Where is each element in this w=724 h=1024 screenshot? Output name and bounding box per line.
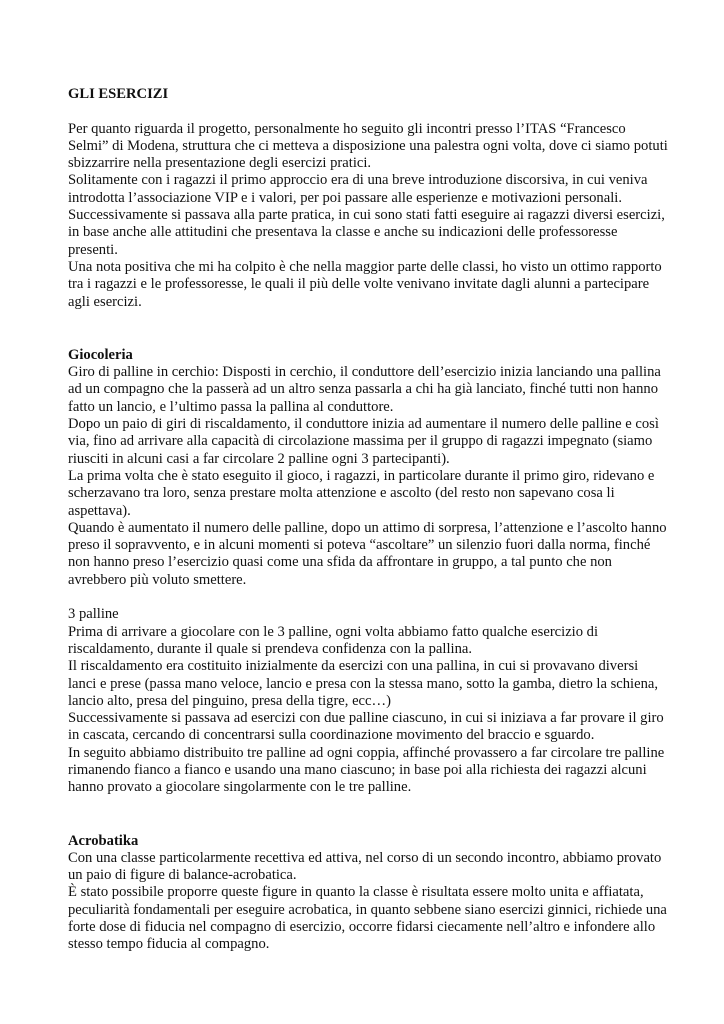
paragraph: Successivamente si passava ad esercizi con due palline ciascuno, in cui si iniziava a far provare il giro in cascata, cercando di concentrarsi sulla coordinazione movimento del braccio e sguardo. xyxy=(68,710,664,744)
paragraph: Dopo un paio di giri di riscaldamento, il conduttore inizia ad aumentare il numero delle palline e così via, fino ad arrivare alla capacità di circolazione massima per il gruppo di ragazzi impegnato (siamo riusciti in alcuni casi a far circolare 2 palline ogni 3 partecipanti). xyxy=(68,416,659,467)
section-title-esercizi: GLI ESERCIZI xyxy=(68,86,169,102)
paragraph: La prima volta che è stato eseguito il gioco, i ragazzi, in particolare durante il primo giro, ridevano e scherzavano tra loro, senza prestare molta attenzione e ascolto (del resto non sapevano cosa li aspettava). xyxy=(68,467,655,519)
paragraph: Quando è aumentato il numero delle palline, dopo un attimo di sorpresa, l’attenzione e l’ascolto hanno preso il sopravvento, e in alcuni momenti si poteva “ascoltare” un silenzio fuori dalla norma, finché non hanno preso l’esercizio quasi come una sfida da affrontare in gruppo, a tal punto che non avrebbero più voluto smettere. xyxy=(68,519,667,588)
paragraph: Solitamente con i ragazzi il primo approccio era di una breve introduzione discorsiva, in cui veniva introdotta l’associazione VIP e i valori, per poi passare alle esperienze e motivazioni personali. xyxy=(68,172,648,206)
paragraph: Successivamente si passava alla parte pratica, in cui sono stati fatti eseguire ai ragazzi diversi esercizi, in base anche alle attitudini che presentava la classe e anche su indicazioni delle professoresse presenti. xyxy=(68,207,665,258)
document-page xyxy=(68,86,668,954)
paragraph: Una nota positiva che mi ha colpito è che nella maggior parte delle classi, ho visto un ottimo rapporto tra i ragazzi e le professoresse, le quali il più delle volte venivano invitate dagli alunni a partecipare agli esercizi. xyxy=(68,258,662,310)
section-title-tre-palline: 3 palline xyxy=(68,606,119,623)
paragraph: In seguito abbiamo distribuito tre palline ad ogni coppia, affinché provassero a far circolare tre palline rimanendo fianco a fianco e usando una mano ciascuno; in base poi alla richiesta dei ragazzi alcuni hanno provato a giocolare singolarmente con le tre palline. xyxy=(68,744,665,796)
paragraph: Per quanto riguarda il progetto, personalmente ho seguito gli incontri presso l’ITAS “Francesco Selmi” di Modena, struttura che ci metteva a disposizione una palestra ogni volta, dove ci siamo potuti sbizzarrire nella presentazione degli esercizi pratici. xyxy=(68,120,668,172)
section-title-acrobatika: Acrobatika xyxy=(68,832,139,849)
paragraph: È stato possibile proporre queste figure in quanto la classe è risultata essere molto unita e affiatata, peculiarità fondamentali per eseguire acrobatica, in quanto sebbene siano esercizi ginnici, richiede una forte dose di fiducia nel compagno di esercizio, occorre fidarsi ciecamente nell’altro e infondere allo stesso tempo fiducia al compagno. xyxy=(68,884,667,953)
section-title-giocoleria: Giocoleria xyxy=(68,346,133,363)
paragraph: Prima di arrivare a giocolare con le 3 palline, ogni volta abbiamo fatto qualche esercizio di riscaldamento, durante il quale si prendeva confidenza con la pallina. xyxy=(68,623,599,657)
paragraph: Il riscaldamento era costituito inizialmente da esercizi con una pallina, in cui si provavano diversi lanci e prese (passa mano veloce, lancio e presa con la stessa mano, sotto la gamba, dietro la schiena, lancio alto, presa del pinguino, presa della tigre, ecc…) xyxy=(68,658,659,709)
paragraph: Giro di palline in cerchio: Disposti in cerchio, il conduttore dell’esercizio inizia lanciando una pallina ad un compagno che la passerà ad un altro senza passarla a chi ha già lanciato, finché tutti non hanno fatto un lancio, e l’ultimo passa la pallina al conduttore. xyxy=(68,364,661,415)
paragraph: Con una classe particolarmente recettiva ed attiva, nel corso di un secondo incontro, abbiamo provato un paio di figure di balance-acrobatica. xyxy=(68,849,662,884)
